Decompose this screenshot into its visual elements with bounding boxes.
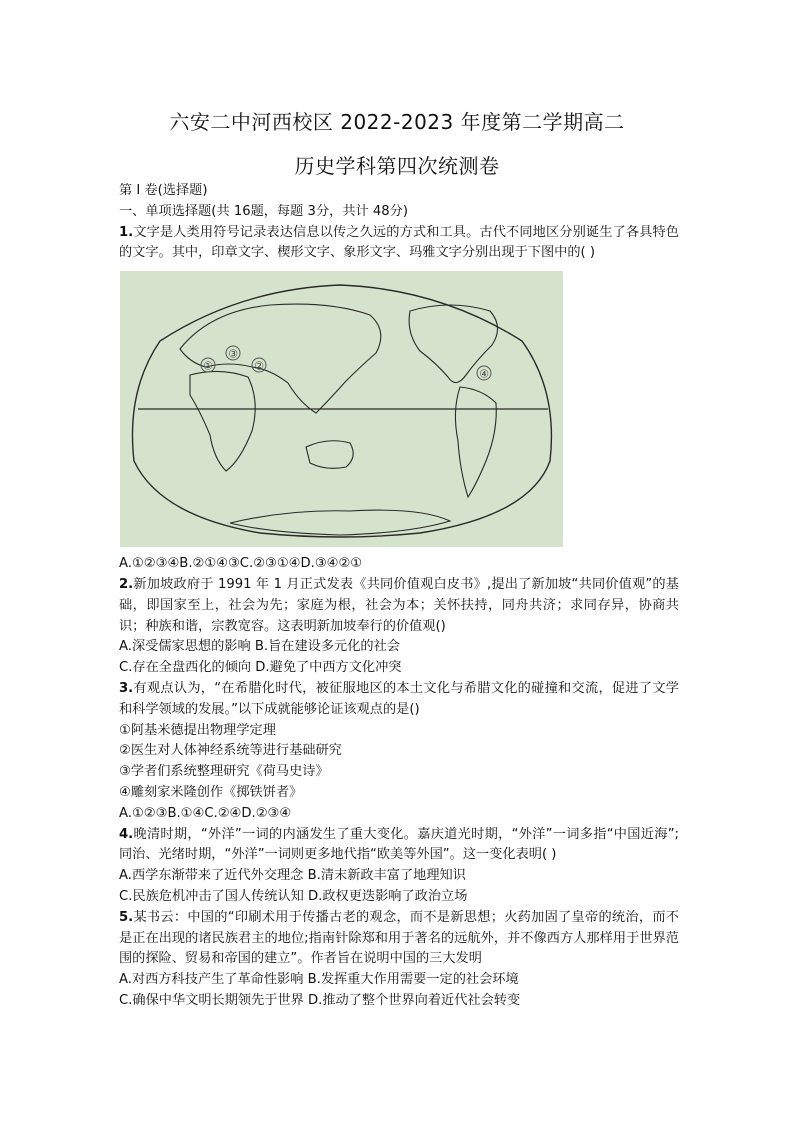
world-map [120, 271, 563, 547]
question-stem: 文字是人类用符号记录表达信息以传之久远的方式和工具。古代不同地区分别诞生了各具特色的文字。其中，印章文字、楔形文字、象形文字、玛雅文字分别出现于下图中的( ) [119, 224, 679, 261]
question-number: 5. [119, 909, 134, 925]
question-stem: 有观点认为，“在希腊化时代，被征服地区的本土文化与希腊文化的碰撞和交流，促进了文学和科学领域的发展。”以下成就能够论证该观点的是() [119, 680, 679, 717]
exam-title-line2: 历史学科第四次统测卷 [294, 154, 500, 178]
question-number: 4. [119, 826, 134, 842]
map-marker-3 [226, 346, 240, 361]
question-3 [119, 679, 679, 721]
question-2-options-cd: C.存在全盘西化的倾向 D.避免了中西方文化冲突 [119, 660, 402, 676]
question-number: 1. [119, 224, 134, 240]
question-4-options-ab: A.西学东渐带来了近代外交理念 B.清末新政丰富了地理知识 [119, 868, 466, 884]
question-3-item-1: ①阿基米德提出物理学定理 [119, 722, 276, 738]
section-instruction: 一、单项选择题(共 16题，每题 3分，共计 48分) [119, 203, 409, 219]
question-2 [119, 575, 679, 637]
question-5-options-cd: C.确保中华文明长期领先于世界 D.推动了整个世界向着近代社会转变 [119, 992, 521, 1008]
question-2-options-ab: A.深受儒家思想的影响 B.旨在建设多元化的社会 [119, 639, 400, 655]
question-3-options: A.①②③B.①④C.②④D.②③④ [119, 805, 292, 821]
svg-text:②: ② [254, 359, 264, 373]
question-1-options: A.①②③④B.②①④③C.②③①④D.③④②① [119, 556, 363, 572]
part-heading: 第 I 卷(选择题) [119, 183, 208, 198]
question-3-item-2: ②医生对人体神经系统等进行基础研究 [119, 743, 342, 759]
map-marker-2 [252, 358, 266, 373]
map-marker-1 [201, 358, 215, 373]
question-number: 3. [119, 680, 134, 696]
map-marker-4 [477, 366, 491, 381]
question-5 [119, 908, 679, 970]
svg-text:①: ① [203, 359, 213, 373]
question-stem: 某书云：中国的“印刷术用于传播古老的观念，而不是新思想；火药加固了皇帝的统治，而不是正在出现的诸民族君主的地位;指南针除郑和用于著名的远航外，并不像西方人那样用于世界范围的探险、贸易和帝国的建立”。作者旨在说明中国的三大发明 [119, 909, 679, 967]
question-3-item-3: ③学者们系统整理研究《荷马史诗》 [119, 764, 329, 780]
question-number: 2. [119, 576, 134, 592]
exam-content [119, 181, 679, 1012]
question-stem: 晚清时期，“外洋”一词的内涵发生了重大变化。嘉庆道光时期，“外洋”一词多指“中国近海”;同治、光绪时期，“外洋”一词则更多地代指“欧美等外国”。这一变化表明( ) [119, 826, 679, 863]
question-1 [119, 223, 679, 265]
question-5-options-ab: A.对西方科技产生了革命性影响 B.发挥重大作用需要一定的社会环境 [119, 972, 519, 988]
question-stem: 新加坡政府于 1991 年 1 月正式发表《共同价值观白皮书》,提出了新加坡“共同价值观”的基础，即国家至上，社会为先；家庭为根，社会为本；关怀扶持，同舟共济；求同存异，协商共识；种族和谐，宗教宽容。这表明新加坡奉行的价值观() [119, 576, 679, 634]
question-3-item-4: ④雕刻家米隆创作《掷铁饼者》 [119, 784, 303, 800]
question-4-options-cd: C.民族危机冲击了国人传统认知 D.政权更迭影响了政治立场 [119, 888, 468, 904]
svg-text:④: ④ [479, 367, 489, 381]
question-4 [119, 825, 679, 867]
svg-text:③: ③ [228, 347, 238, 361]
exam-title-line1: 六安二中河西校区 2022-2023 年度第二学期高二 [169, 110, 625, 134]
